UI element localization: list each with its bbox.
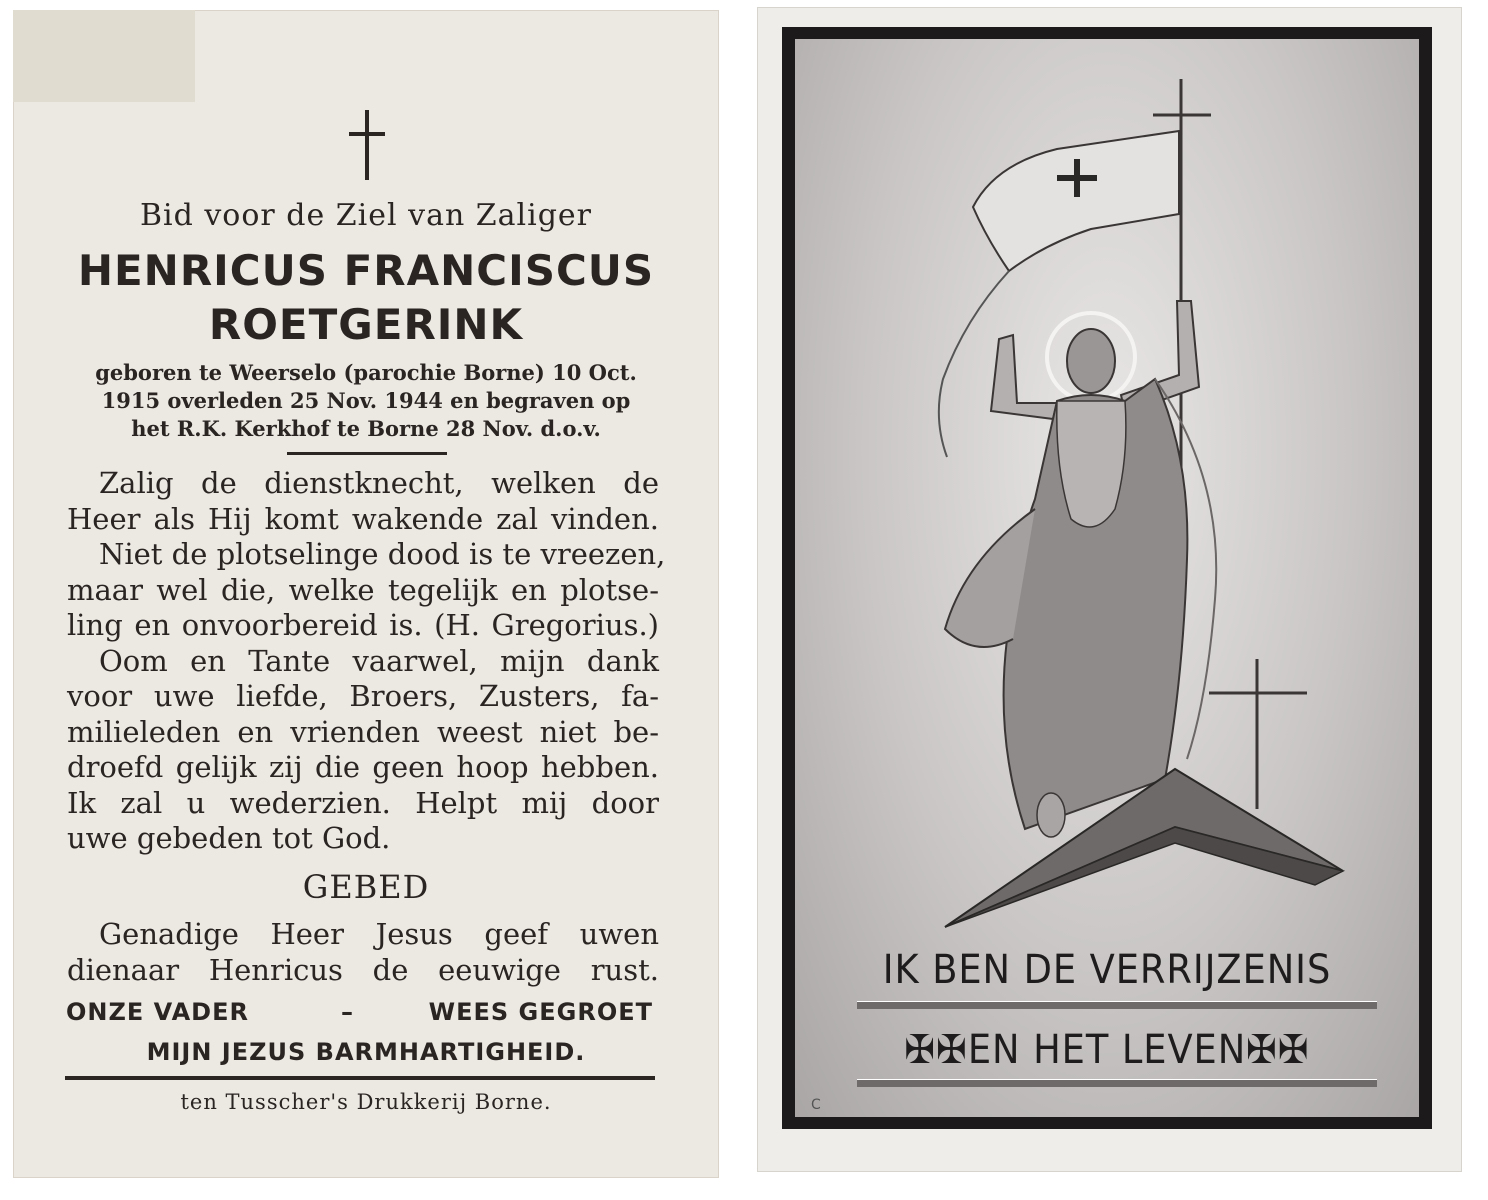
artist-mark: C bbox=[811, 1097, 821, 1113]
text-line: Niet de plotselinge dood is te vreezen, bbox=[99, 537, 666, 571]
intro-line: Bid voor de Ziel van Zaliger bbox=[139, 198, 593, 233]
cross-icon bbox=[349, 110, 385, 180]
deceased-name-last: ROETGERINK bbox=[208, 300, 524, 349]
black-border-frame bbox=[782, 27, 1432, 1129]
closing-prayer-line2: MIJN JEZUS BARMHARTIGHEID. bbox=[146, 1038, 586, 1066]
memorial-text bbox=[67, 466, 666, 857]
closing-prayer-left: ONZE VADER bbox=[66, 998, 249, 1026]
plaque-bar-top bbox=[857, 1001, 1377, 1009]
birth-line: geboren te Weerselo (parochie Borne) 10 Oct. bbox=[95, 360, 637, 385]
divider bbox=[65, 1076, 655, 1080]
text-line: voor uwe liefde, Broers, Zusters, fa- bbox=[67, 679, 659, 713]
text-line: Oom en Tante vaarwel, mijn dank bbox=[99, 643, 659, 678]
text-line: uwe gebeden tot God. bbox=[67, 821, 391, 855]
deceased-name-first: HENRICUS FRANCISCUS bbox=[77, 246, 655, 295]
memorial-card-image bbox=[757, 7, 1462, 1172]
text-line: droefd gelijk zij die geen hoop hebben. bbox=[67, 750, 659, 784]
illustration-panel bbox=[795, 39, 1419, 1117]
birth-line: 1915 overleden 25 Nov. 1944 en begraven op bbox=[101, 388, 631, 413]
text-line: Heer als Hij komt wakende zal vinden. bbox=[67, 501, 659, 536]
plaque-bar-bottom bbox=[857, 1079, 1377, 1087]
prayer-text bbox=[67, 916, 659, 988]
text-line: Ik zal u wederzien. Helpt mij door bbox=[67, 785, 659, 820]
closing-dash: – bbox=[341, 998, 354, 1026]
text-line: ling en onvoorbereid is. (H. Gregorius.) bbox=[67, 608, 659, 642]
closing-prayer-right: WEES GEGROET bbox=[428, 998, 653, 1026]
prayer-heading: GEBED bbox=[302, 868, 430, 906]
divider bbox=[287, 452, 447, 455]
printer-credit: ten Tusscher's Drukkerij Borne. bbox=[180, 1090, 552, 1114]
text-line: dienaar Henricus de eeuwige rust. bbox=[67, 953, 659, 987]
text-line: Zalig de dienstknecht, welken de bbox=[99, 466, 659, 500]
motto-line-2: ✠✠EN HET LEVEN✠✠ bbox=[904, 1027, 1310, 1073]
memorial-card-text bbox=[13, 10, 719, 1178]
birth-line: het R.K. Kerkhof te Borne 28 Nov. d.o.v. bbox=[131, 416, 601, 441]
text-line: Genadige Heer Jesus geef uwen bbox=[99, 917, 659, 951]
paper-stain bbox=[13, 10, 195, 102]
text-line: milieleden en vrienden weest niet be- bbox=[67, 714, 659, 749]
motto-line-1: IK BEN DE VERRIJZENIS bbox=[882, 947, 1332, 993]
text-line: maar wel die, welke tegelijk en plotse- bbox=[67, 572, 659, 607]
